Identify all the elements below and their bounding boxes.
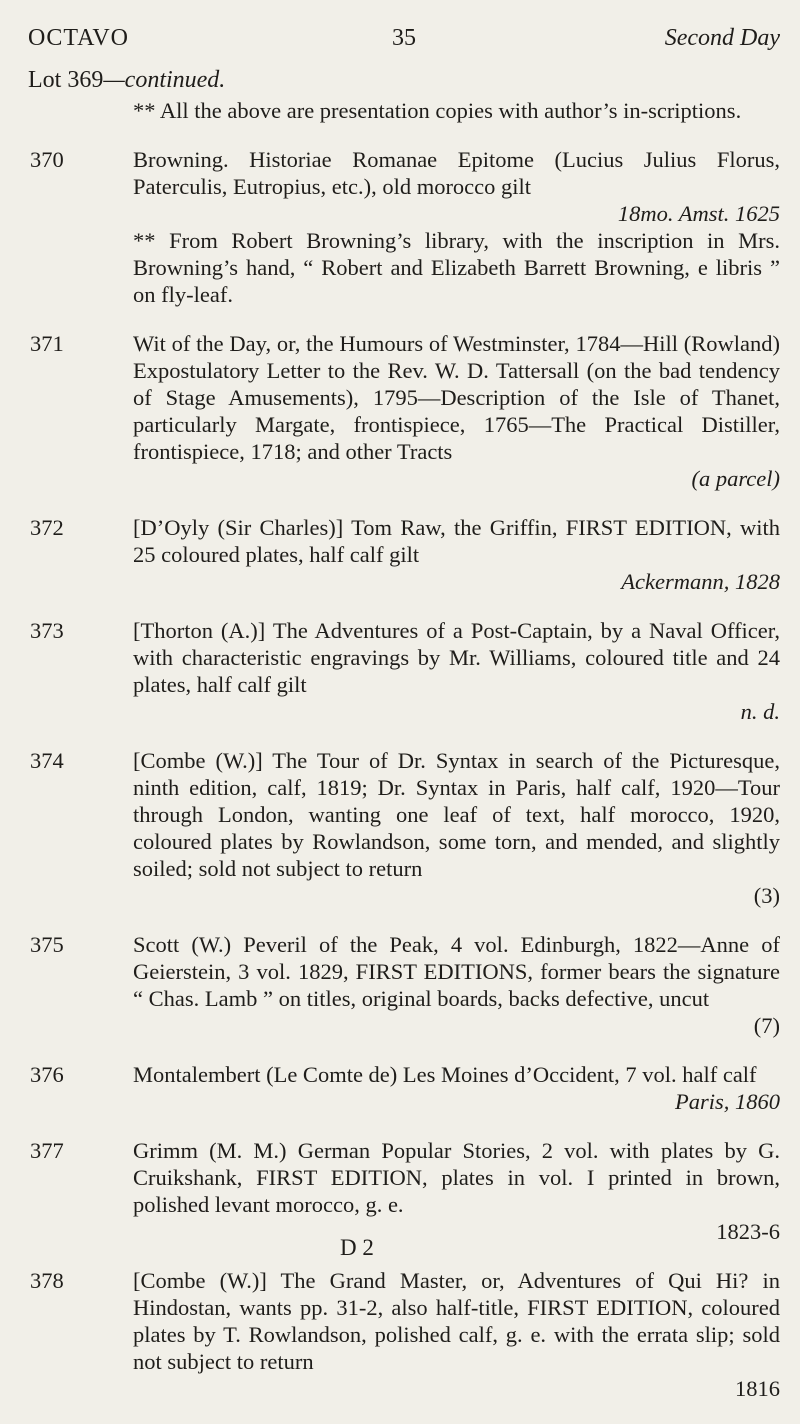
lot-quantity: (7): [753, 1013, 780, 1038]
lot-text: [D’Oyly (Sir Charles)] Tom Raw, the Griffin, FIRST EDITION, with 25 coloured plates, half calf gilt: [133, 515, 780, 567]
lot-imprint: (a parcel): [691, 466, 780, 491]
lot-imprint: Ackermann, 1828: [621, 569, 780, 594]
lot-imprint: 1816: [735, 1376, 780, 1401]
lot-374: [28, 747, 780, 909]
page-number: 35: [392, 25, 416, 51]
lot-number: 378: [30, 1268, 64, 1293]
lot-text: [Thorton (A.)] The Adventures of a Post-Captain, by a Naval Officer, with characteristic engravings by Mr. Williams, coloured title and 24 plates, half calf gilt: [133, 618, 780, 697]
lot-376: [28, 1061, 780, 1115]
lot-quantity: (3): [753, 883, 780, 908]
lot-note: ** From Robert Browning’s library, with the inscription in Mrs. Browning’s hand, “ Robert and Elizabeth Barrett Browning, e libris ” on fly-leaf.: [133, 228, 780, 307]
lot-imprint: n. d.: [740, 699, 780, 724]
lot-description: [133, 617, 780, 725]
lot-number: 376: [30, 1062, 64, 1087]
lot-heading-continued: —continued.: [103, 67, 226, 93]
lot-description: [133, 1137, 780, 1245]
lot-number: 377: [30, 1138, 64, 1163]
lot-number: 371: [30, 331, 64, 356]
running-header: [28, 25, 780, 59]
lot-text: Browning. Historiae Romanae Epitome (Lucius Julius Florus, Paterculis, Eutropius, etc.), old morocco gilt: [133, 147, 780, 199]
lot-text: Scott (W.) Peveril of the Peak, 4 vol. Edinburgh, 1822—Anne of Geierstein, 3 vol. 1829, FIRST EDITIONS, former bears the signature “ Chas. Lamb ” on titles, original boards, backs defective, uncut: [133, 932, 780, 1011]
lot-imprint: 18mo. Amst. 1625: [617, 201, 780, 226]
signature-mark: D 2: [340, 1235, 374, 1260]
lot-text: Wit of the Day, or, the Humours of Westminster, 1784—Hill (Rowland) Expostulatory Letter to the Rev. W. D. Tattersall (on the bad tendency of Stage Amusements), 1795—Description of the Isle of Thanet, particularly Margate, frontispiece, 1765—The Practical Distiller, frontispiece, 1718; and other Tracts: [133, 331, 780, 464]
lot-number: 375: [30, 932, 64, 957]
lot-description: [133, 330, 780, 492]
lot-description: [133, 514, 780, 595]
lot-heading: [28, 67, 225, 94]
lot-number: 374: [30, 748, 64, 773]
lot-text: Grimm (M. M.) German Popular Stories, 2 vol. with plates by G. Cruikshank, FIRST EDITION, plates in vol. I printed in brown, polished levant morocco, g. e.: [133, 1138, 780, 1217]
sale-day-label: Second Day: [664, 25, 780, 51]
lot-370: [28, 146, 780, 308]
lot-369-note: [28, 97, 780, 124]
lot-note-text: ** All the above are presentation copies with author’s in-scriptions.: [133, 98, 742, 123]
lot-text: [Combe (W.)] The Tour of Dr. Syntax in search of the Picturesque, ninth edition, calf, 1819; Dr. Syntax in Paris, half calf, 1920—Tour through London, wanting one leaf of text, half morocco, 1920, coloured plates by Rowlandson, some torn, and mended, and slightly soiled; sold not subject to return: [133, 748, 780, 881]
lot-imprint: Paris, 1860: [674, 1089, 780, 1114]
lot-description: [133, 1061, 780, 1115]
lot-number: 373: [30, 618, 64, 643]
lot-imprint: 1823-6: [716, 1219, 780, 1244]
format-label: OCTAVO: [28, 25, 129, 51]
lot-number: 372: [30, 515, 64, 540]
lot-text: [Combe (W.)] The Grand Master, or, Adventures of Qui Hi? in Hindostan, wants pp. 31-2, also half-title, FIRST EDITION, coloured plates by T. Rowlandson, polished calf, g. e. with the errata slip; sold not subject to return: [133, 1268, 780, 1374]
lot-text: Montalembert (Le Comte de) Les Moines d’Occident, 7 vol. half calf: [133, 1062, 757, 1087]
lot-heading-prefix: Lot 369: [28, 67, 104, 93]
lot-378: [28, 1267, 780, 1402]
lot-description: [133, 931, 780, 1039]
lot-list: [28, 97, 780, 1424]
lot-372: [28, 514, 780, 595]
lot-373: [28, 617, 780, 725]
lot-375: [28, 931, 780, 1039]
lot-371: [28, 330, 780, 492]
lot-377: [28, 1137, 780, 1245]
lot-description: [133, 146, 780, 308]
lot-description: [133, 1267, 780, 1402]
lot-number: 370: [30, 147, 64, 172]
lot-description: [133, 747, 780, 909]
